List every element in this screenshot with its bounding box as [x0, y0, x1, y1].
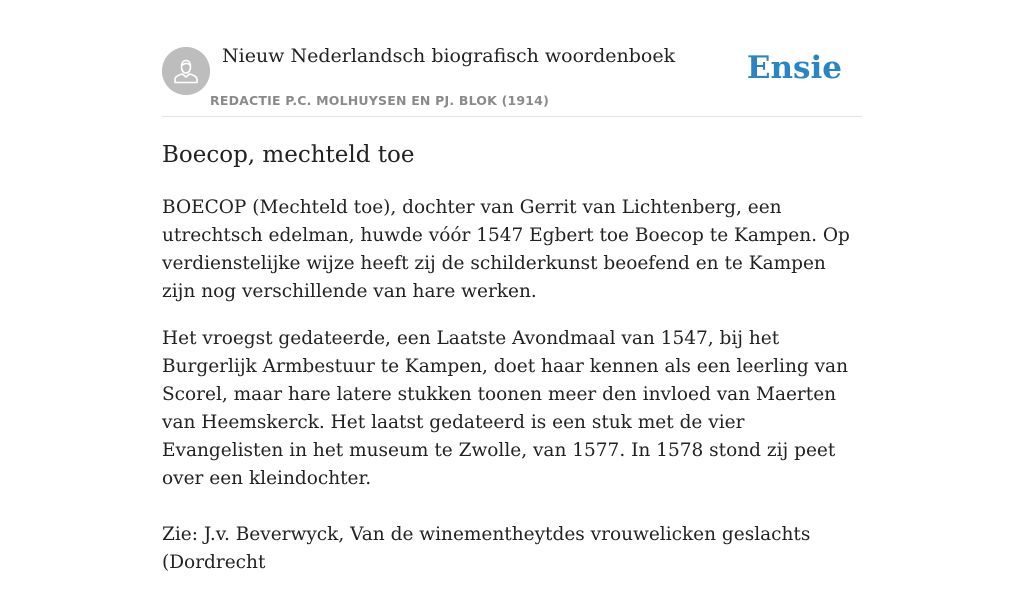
source-subtitle: REDACTIE P.C. MOLHUYSEN EN PJ. BLOK (1914) [210, 93, 549, 108]
ensie-logo[interactable]: Ensie [746, 50, 842, 86]
source-header [162, 0, 862, 117]
article-reference: Zie: J.v. Beverwyck, Van de winementheytdes vrouwelicken geslachts (Dordrecht [162, 524, 811, 573]
person-placeholder-icon [162, 47, 210, 95]
article-title: Boecop, mechteld toe [162, 142, 415, 168]
article-paragraph: BOECOP (Mechteld toe), dochter van Gerrit van Lichtenberg, een utrechtsch edelman, huwde vóór 1547 Egbert toe Boecop te Kampen. Op verdienstelijke wijze heeft zij de schilderkunst beoefend en te Kampen zijn nog verschillende van hare werken. [162, 197, 850, 302]
article [162, 139, 862, 596]
article-paragraph: Het vroegst gedateerde, een Laatste Avondmaal van 1547, bij het Burgerlijk Armbestuur te Kampen, doet haar kennen als een leerling van Scorel, maar hare latere stukken toonen meer den invloed van Maerten van Heemskerck. Het laatst gedateerd is een stuk met de vier Evangelisten in het museum te Zwolle, van 1577. In 1578 stond zij peet over een kleindochter. [162, 328, 848, 489]
source-title[interactable]: Nieuw Nederlandsch biografisch woordenboek [222, 45, 676, 67]
